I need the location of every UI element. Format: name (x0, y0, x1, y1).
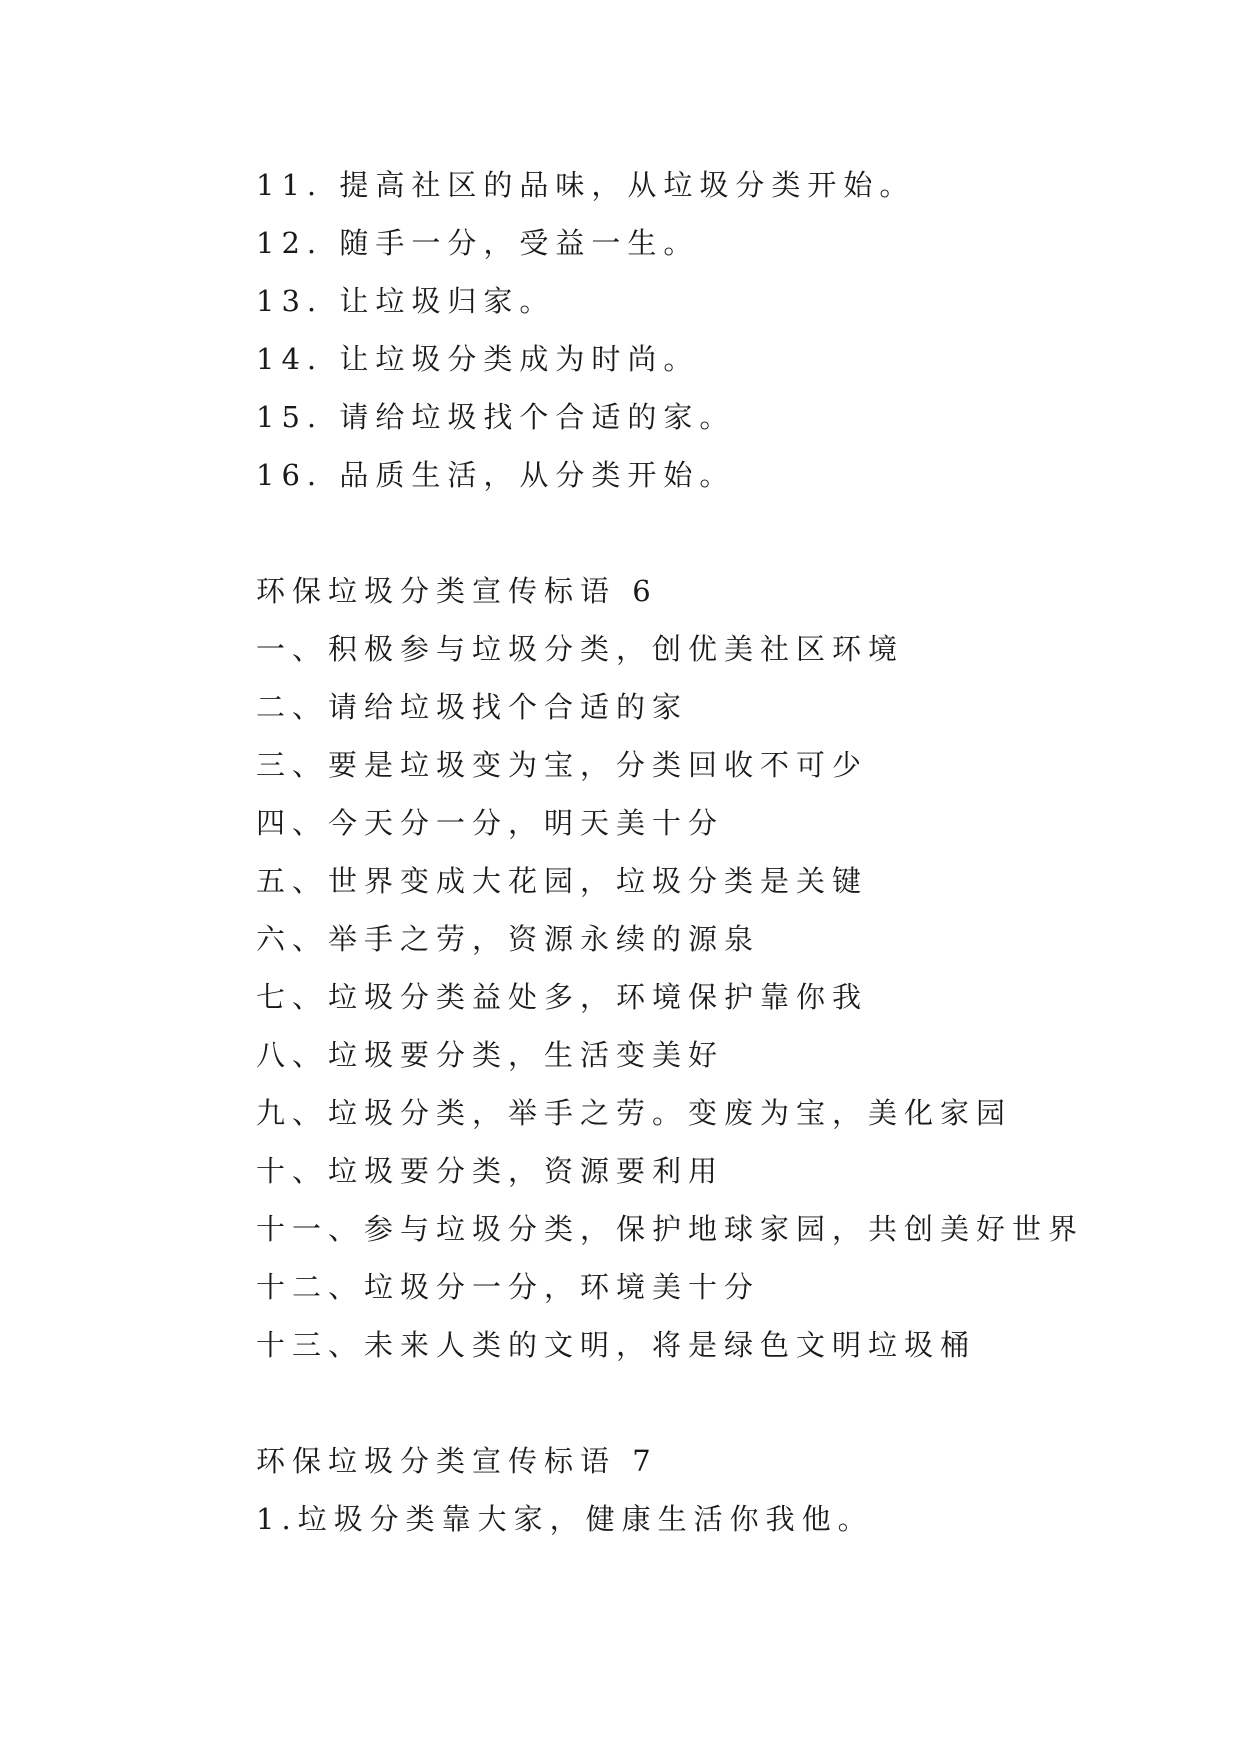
section-heading: 环保垃圾分类宣传标语 6 (256, 574, 658, 608)
list-item: 四、今天分一分，明天美十分 (256, 806, 725, 840)
list-item: 五、世界变成大花园，垃圾分类是关键 (256, 864, 869, 898)
list-item: 1.垃圾分类靠大家，健康生活你我他。 (256, 1502, 874, 1536)
list-item: 十二、垃圾分一分，环境美十分 (256, 1270, 761, 1304)
section-heading: 环保垃圾分类宣传标语 7 (256, 1444, 658, 1478)
list-item: 十、垃圾要分类，资源要利用 (256, 1154, 725, 1188)
list-item: 12. 随手一分，受益一生。 (256, 226, 700, 260)
list-item: 13. 让垃圾归家。 (256, 284, 556, 318)
list-item: 十一、参与垃圾分类，保护地球家园，共创美好世界 (256, 1212, 1085, 1246)
list-item: 三、要是垃圾变为宝，分类回收不可少 (256, 748, 869, 782)
list-item: 14. 让垃圾分类成为时尚。 (256, 342, 700, 376)
list-item: 十三、未来人类的文明，将是绿色文明垃圾桶 (256, 1328, 977, 1362)
list-item: 二、请给垃圾找个合适的家 (256, 690, 689, 724)
list-item: 八、垃圾要分类，生活变美好 (256, 1038, 725, 1072)
list-item: 15. 请给垃圾找个合适的家。 (256, 400, 736, 434)
list-item: 九、垃圾分类，举手之劳。变废为宝，美化家园 (256, 1096, 1013, 1130)
list-item: 六、举手之劳，资源永续的源泉 (256, 922, 761, 956)
list-item: 七、垃圾分类益处多，环境保护靠你我 (256, 980, 869, 1014)
list-item: 一、积极参与垃圾分类，创优美社区环境 (256, 632, 905, 666)
list-item: 16. 品质生活，从分类开始。 (256, 458, 736, 492)
list-item: 11. 提高社区的品味，从垃圾分类开始。 (256, 168, 916, 202)
